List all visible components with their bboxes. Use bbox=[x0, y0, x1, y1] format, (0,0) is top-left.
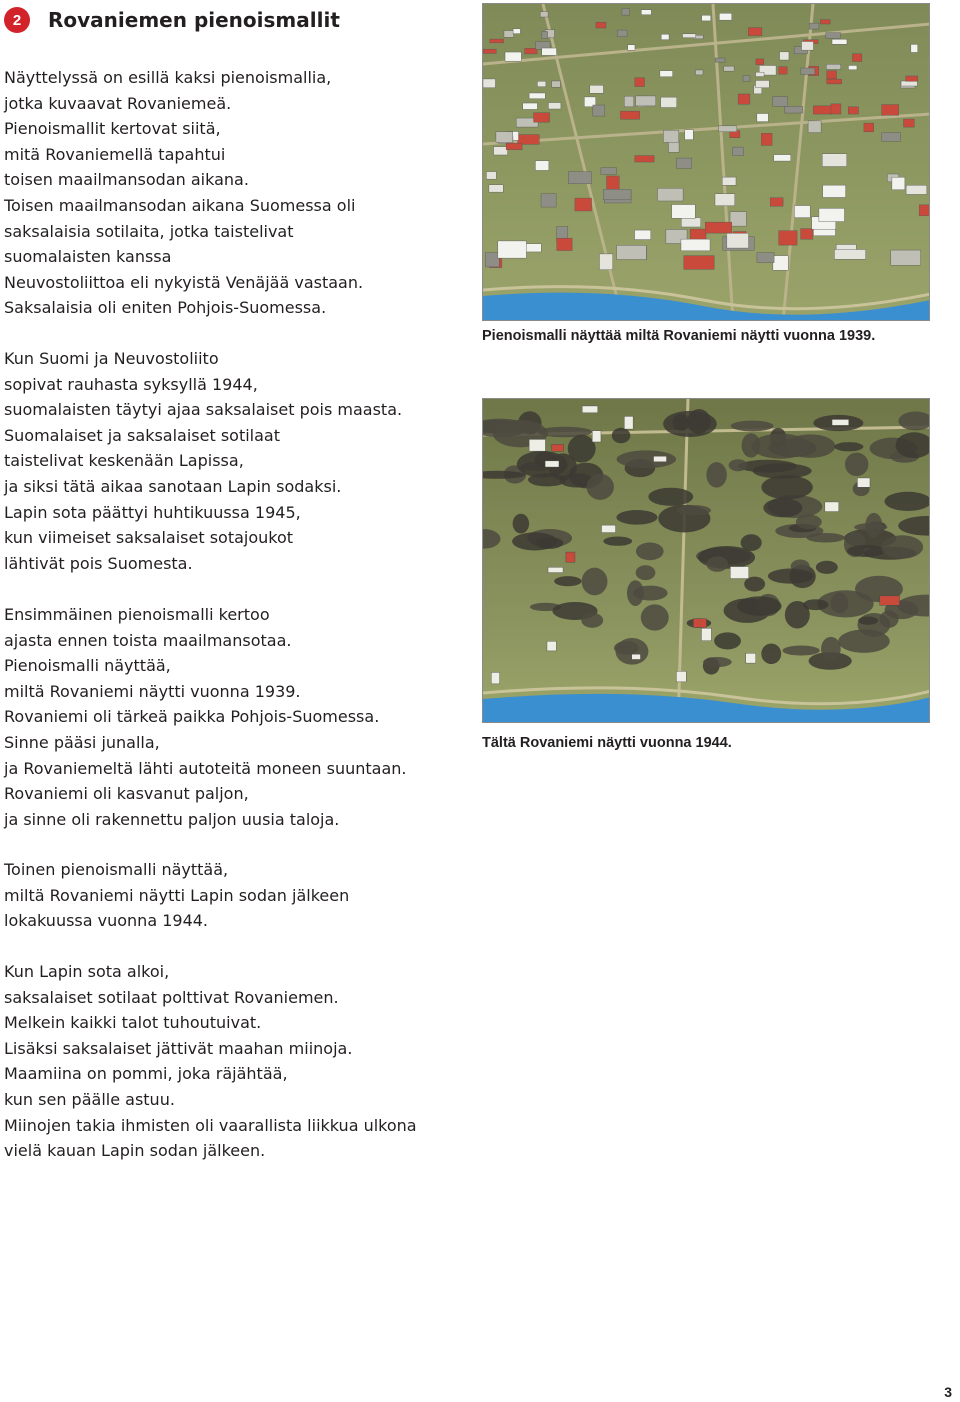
model-house bbox=[808, 121, 821, 133]
text-line: Miinojen takia ihmisten oli vaarallista liikkua ulkona bbox=[4, 1115, 417, 1135]
model-house bbox=[882, 133, 901, 142]
model-house bbox=[601, 168, 617, 175]
burnt-area bbox=[616, 638, 649, 665]
model-house bbox=[785, 106, 803, 113]
text-line: suomalaisten täytyi ajaa saksalaiset pois maasta. bbox=[4, 400, 403, 420]
model-house bbox=[715, 58, 725, 62]
model-house bbox=[813, 106, 831, 114]
model-house bbox=[770, 198, 783, 207]
burnt-area bbox=[847, 545, 886, 557]
burnt-area bbox=[831, 593, 849, 614]
model-house bbox=[826, 64, 840, 69]
burnt-area bbox=[751, 434, 810, 459]
burnt-area bbox=[834, 442, 863, 451]
model-house bbox=[901, 81, 917, 86]
text-line: mitä Rovaniemellä tapahtui bbox=[4, 144, 226, 164]
model-house bbox=[773, 97, 788, 107]
burnt-area bbox=[737, 596, 782, 615]
burnt-area bbox=[687, 409, 710, 434]
model-house bbox=[733, 147, 744, 156]
text-line: Neuvostoliittoa eli nykyistä Venäjää vastaan. bbox=[4, 272, 364, 292]
model-house bbox=[506, 143, 522, 150]
model-house bbox=[848, 65, 857, 69]
burnt-area bbox=[512, 532, 557, 550]
model-house bbox=[822, 154, 847, 167]
surviving-building bbox=[582, 406, 598, 413]
surviving-building bbox=[654, 456, 667, 462]
burnt-area bbox=[636, 542, 664, 560]
text-line: vielä kauan Lapin sodan jälkeen. bbox=[4, 1141, 266, 1161]
section-number-badge: 2 bbox=[4, 7, 30, 33]
burnt-area bbox=[554, 576, 581, 586]
model-house bbox=[730, 212, 746, 226]
model-house bbox=[794, 206, 810, 218]
surviving-building bbox=[693, 619, 706, 628]
surviving-building bbox=[529, 439, 545, 451]
burnt-area bbox=[677, 505, 711, 515]
model-house bbox=[802, 42, 814, 51]
burnt-area bbox=[633, 586, 668, 601]
paragraph-lapland-war bbox=[4, 346, 474, 576]
model-house bbox=[505, 52, 521, 61]
model-house bbox=[498, 241, 527, 258]
text-line: Sinne pääsi junalla, bbox=[4, 732, 160, 752]
model-house bbox=[590, 85, 604, 93]
surviving-building bbox=[592, 431, 601, 442]
model-house bbox=[906, 76, 918, 81]
model-house bbox=[738, 94, 750, 104]
text-line: Saksalaisia oli eniten Pohjois-Suomessa. bbox=[4, 298, 327, 318]
model-house bbox=[819, 208, 845, 221]
text-line: Kun Suomi ja Neuvostoliito bbox=[4, 349, 219, 368]
burnt-area bbox=[858, 616, 878, 624]
model-house bbox=[801, 229, 813, 240]
burnt-area bbox=[703, 657, 732, 667]
burnt-area bbox=[763, 498, 802, 517]
burnt-area bbox=[706, 556, 728, 572]
model-house bbox=[774, 155, 791, 161]
model-1944-photo bbox=[482, 398, 930, 723]
text-line: toisen maailmansodan aikana. bbox=[4, 170, 249, 190]
model-house bbox=[820, 20, 830, 24]
burnt-area bbox=[729, 459, 748, 471]
model-house bbox=[607, 176, 620, 191]
burnt-area bbox=[612, 428, 631, 443]
text-line: jotka kuvaavat Rovaniemeä. bbox=[4, 93, 232, 113]
burnt-area bbox=[672, 414, 689, 431]
text-line: Suomalaiset ja saksalaiset sotilaat bbox=[4, 425, 280, 445]
surviving-building bbox=[552, 444, 564, 451]
model-house bbox=[557, 238, 572, 250]
model-house bbox=[715, 194, 735, 206]
model-house bbox=[906, 185, 927, 194]
burnt-area bbox=[741, 534, 762, 551]
model-house bbox=[823, 185, 846, 197]
model-house bbox=[852, 54, 861, 62]
surviving-building bbox=[730, 567, 748, 579]
text-line: Pienoismallit kertovat siitä, bbox=[4, 119, 221, 139]
model-house bbox=[832, 39, 847, 44]
surviving-building bbox=[566, 552, 575, 562]
text-line: ja siksi tätä aikaa sanotaan Lapin sodaksi. bbox=[4, 476, 342, 496]
model-house bbox=[695, 70, 702, 75]
model-house bbox=[702, 15, 711, 21]
model-house bbox=[676, 158, 691, 168]
surviving-building bbox=[880, 596, 900, 605]
model-house bbox=[748, 28, 762, 36]
model-house bbox=[672, 205, 696, 219]
burnt-area bbox=[603, 537, 632, 546]
model-house bbox=[681, 239, 710, 251]
model-house bbox=[490, 39, 504, 43]
text-line: ajasta ennen toista maailmansotaa. bbox=[4, 630, 292, 650]
model-house bbox=[636, 96, 656, 106]
model-house bbox=[757, 253, 774, 263]
model-house bbox=[892, 177, 905, 190]
paragraph-mines bbox=[4, 959, 474, 1164]
model-house bbox=[635, 156, 654, 162]
burnt-area bbox=[581, 613, 603, 628]
model-house bbox=[779, 67, 787, 74]
text-line: miltä Rovaniemi näytti vuonna 1939. bbox=[4, 681, 301, 701]
model-house bbox=[599, 254, 612, 270]
burnt-area bbox=[706, 462, 726, 487]
model-house bbox=[628, 45, 635, 50]
model-house bbox=[681, 218, 700, 227]
surviving-building bbox=[676, 671, 686, 682]
model-house bbox=[831, 104, 841, 114]
model-house bbox=[483, 79, 495, 88]
model-house bbox=[719, 126, 737, 132]
burnt-area bbox=[714, 632, 741, 649]
model-house bbox=[513, 29, 520, 34]
caption-1944: Tältä Rovaniemi näytti vuonna 1944. bbox=[482, 735, 732, 751]
model-house bbox=[779, 231, 797, 245]
model-house bbox=[724, 66, 734, 71]
model-house bbox=[891, 250, 921, 265]
model-house bbox=[525, 48, 537, 54]
text-line: taistelivat keskenään Lapissa, bbox=[4, 451, 244, 471]
model-house bbox=[535, 161, 548, 171]
text-line: sopivat rauhasta syksyllä 1944, bbox=[4, 374, 258, 394]
model-house bbox=[635, 230, 651, 239]
page-title: Rovaniemen pienoismallit bbox=[48, 8, 340, 32]
burnt-area bbox=[821, 637, 841, 661]
model-house bbox=[657, 188, 683, 201]
burnt-area bbox=[838, 630, 889, 653]
model-house bbox=[540, 12, 548, 17]
surviving-building bbox=[602, 525, 616, 532]
model-house bbox=[904, 119, 915, 127]
model-1939-image bbox=[483, 4, 930, 321]
text-line: lähtivät pois Suomesta. bbox=[4, 553, 193, 573]
model-house bbox=[593, 105, 605, 116]
model-house bbox=[848, 107, 858, 114]
text-line: lokakuussa vuonna 1944. bbox=[4, 911, 209, 931]
model-house bbox=[534, 113, 550, 122]
model-house bbox=[596, 22, 606, 28]
text-line: Toisen maailmansodan aikana Suomessa oli bbox=[4, 195, 356, 215]
text-line: Pienoismalli näyttää, bbox=[4, 656, 171, 676]
model-house bbox=[617, 245, 647, 259]
model-house bbox=[864, 123, 874, 132]
section-header bbox=[4, 7, 340, 33]
text-line: Lisäksi saksalaiset jättivät maahan miinoja. bbox=[4, 1038, 353, 1058]
model-house bbox=[494, 147, 508, 155]
text-line: Ensimmäinen pienoismalli kertoo bbox=[4, 605, 270, 624]
model-house bbox=[834, 249, 865, 259]
model-house bbox=[756, 72, 764, 76]
model-house bbox=[661, 97, 677, 107]
model-house bbox=[529, 93, 545, 99]
surviving-building bbox=[857, 478, 870, 487]
text-line: Näyttelyssä on esillä kaksi pienoismallia, bbox=[4, 68, 332, 87]
model-house bbox=[743, 76, 750, 82]
page-number: 3 bbox=[944, 1384, 952, 1400]
burnt-area bbox=[881, 535, 923, 558]
burnt-area bbox=[782, 645, 819, 655]
model-house bbox=[641, 10, 651, 15]
burnt-area bbox=[636, 565, 656, 580]
model-house bbox=[620, 111, 639, 119]
surviving-building bbox=[548, 567, 563, 572]
surviving-building bbox=[832, 419, 849, 425]
burnt-area bbox=[513, 514, 530, 534]
text-line: ja sinne oli rakennettu paljon uusia taloja. bbox=[4, 809, 340, 829]
model-house bbox=[722, 177, 736, 185]
text-line: kun viimeiset saksalaiset sotajoukot bbox=[4, 528, 294, 548]
model-house bbox=[485, 253, 499, 267]
burnt-area bbox=[616, 510, 657, 525]
model-house bbox=[757, 114, 768, 122]
text-line: ja Rovaniemeltä lähti autoteitä moneen suuntaan. bbox=[4, 758, 407, 778]
burnt-area bbox=[586, 474, 613, 500]
model-house bbox=[541, 194, 556, 207]
paragraph-first-model bbox=[4, 602, 474, 832]
model-house bbox=[705, 222, 732, 233]
text-line: Rovaniemi oli tärkeä paikka Pohjois-Suomessa. bbox=[4, 707, 380, 727]
paragraph-second-model bbox=[4, 857, 474, 934]
burnt-area bbox=[884, 492, 930, 511]
model-house bbox=[603, 189, 631, 200]
model-house bbox=[801, 68, 815, 74]
surviving-building bbox=[632, 654, 641, 659]
model-house bbox=[727, 233, 749, 248]
surviving-building bbox=[701, 628, 711, 640]
model-house bbox=[684, 256, 714, 270]
model-house bbox=[827, 71, 837, 79]
model-house bbox=[537, 81, 545, 86]
model-house bbox=[919, 205, 930, 216]
text-line: kun sen päälle astuu. bbox=[4, 1089, 175, 1109]
burnt-area bbox=[796, 515, 822, 530]
text-line: miltä Rovaniemi näytti Lapin sodan jälkeen bbox=[4, 885, 350, 905]
burnt-area bbox=[785, 601, 810, 629]
model-house bbox=[548, 103, 560, 109]
burnt-area bbox=[761, 643, 781, 664]
model-house bbox=[827, 79, 842, 84]
model-house bbox=[719, 13, 731, 20]
model-1939-photo bbox=[482, 3, 930, 321]
model-house bbox=[624, 96, 634, 107]
text-line: saksalaisia sotilaita, jotka taistelivat bbox=[4, 221, 294, 241]
model-house bbox=[489, 185, 503, 192]
burnt-area bbox=[854, 523, 887, 531]
model-house bbox=[496, 132, 513, 143]
surviving-building bbox=[746, 653, 756, 663]
model-house bbox=[622, 8, 630, 15]
burnt-area bbox=[744, 577, 765, 592]
text-line: Kun Lapin sota alkoi, bbox=[4, 962, 170, 981]
model-house bbox=[773, 256, 788, 271]
model-house bbox=[542, 48, 557, 55]
burnt-area bbox=[761, 475, 812, 499]
burnt-area bbox=[816, 561, 838, 574]
model-house bbox=[552, 81, 561, 87]
model-house bbox=[685, 130, 693, 140]
text-line: suomalaisten kanssa bbox=[4, 247, 172, 267]
model-house bbox=[635, 78, 645, 87]
paragraph-intro bbox=[4, 65, 474, 321]
text-line: Rovaniemi oli kasvanut paljon, bbox=[4, 784, 249, 804]
burnt-area bbox=[641, 604, 669, 630]
model-1944-image bbox=[483, 399, 930, 723]
caption-1939: Pienoismalli näyttää miltä Rovaniemi näytti vuonna 1939. bbox=[482, 328, 876, 344]
surviving-building bbox=[491, 672, 499, 683]
text-line: Maamiina on pommi, joka räjähtää, bbox=[4, 1064, 288, 1084]
surviving-building bbox=[545, 461, 559, 467]
burnt-area bbox=[731, 421, 774, 432]
model-house bbox=[483, 49, 496, 53]
text-line: Melkein kaikki talot tuhoutuivat. bbox=[4, 1013, 262, 1033]
model-house bbox=[756, 80, 770, 87]
model-house bbox=[756, 59, 764, 65]
model-house bbox=[542, 31, 548, 38]
model-house bbox=[683, 34, 696, 38]
model-house bbox=[660, 71, 673, 77]
text-line: saksalaiset sotilaat polttivat Rovaniemen. bbox=[4, 987, 339, 1007]
surviving-building bbox=[547, 641, 556, 651]
model-house bbox=[661, 34, 669, 39]
burnt-area bbox=[845, 453, 869, 477]
model-house bbox=[617, 30, 627, 37]
model-house bbox=[882, 105, 899, 116]
model-house bbox=[486, 172, 496, 180]
text-line: Lapin sota päättyi huhtikuussa 1945, bbox=[4, 502, 301, 522]
model-house bbox=[780, 52, 789, 60]
model-house bbox=[809, 23, 819, 29]
model-house bbox=[575, 198, 592, 211]
model-house bbox=[826, 33, 841, 39]
burnt-area bbox=[617, 450, 676, 468]
model-house bbox=[568, 172, 591, 184]
burnt-area bbox=[648, 488, 693, 506]
text-line: Toinen pienoismalli näyttää, bbox=[4, 860, 229, 879]
model-house bbox=[761, 133, 772, 145]
model-house bbox=[504, 31, 514, 38]
burnt-area bbox=[768, 568, 814, 583]
model-house bbox=[523, 103, 538, 109]
model-house bbox=[663, 130, 678, 142]
model-house bbox=[911, 44, 918, 52]
burnt-area bbox=[582, 568, 608, 596]
surviving-building bbox=[825, 502, 839, 512]
surviving-building bbox=[624, 416, 633, 429]
